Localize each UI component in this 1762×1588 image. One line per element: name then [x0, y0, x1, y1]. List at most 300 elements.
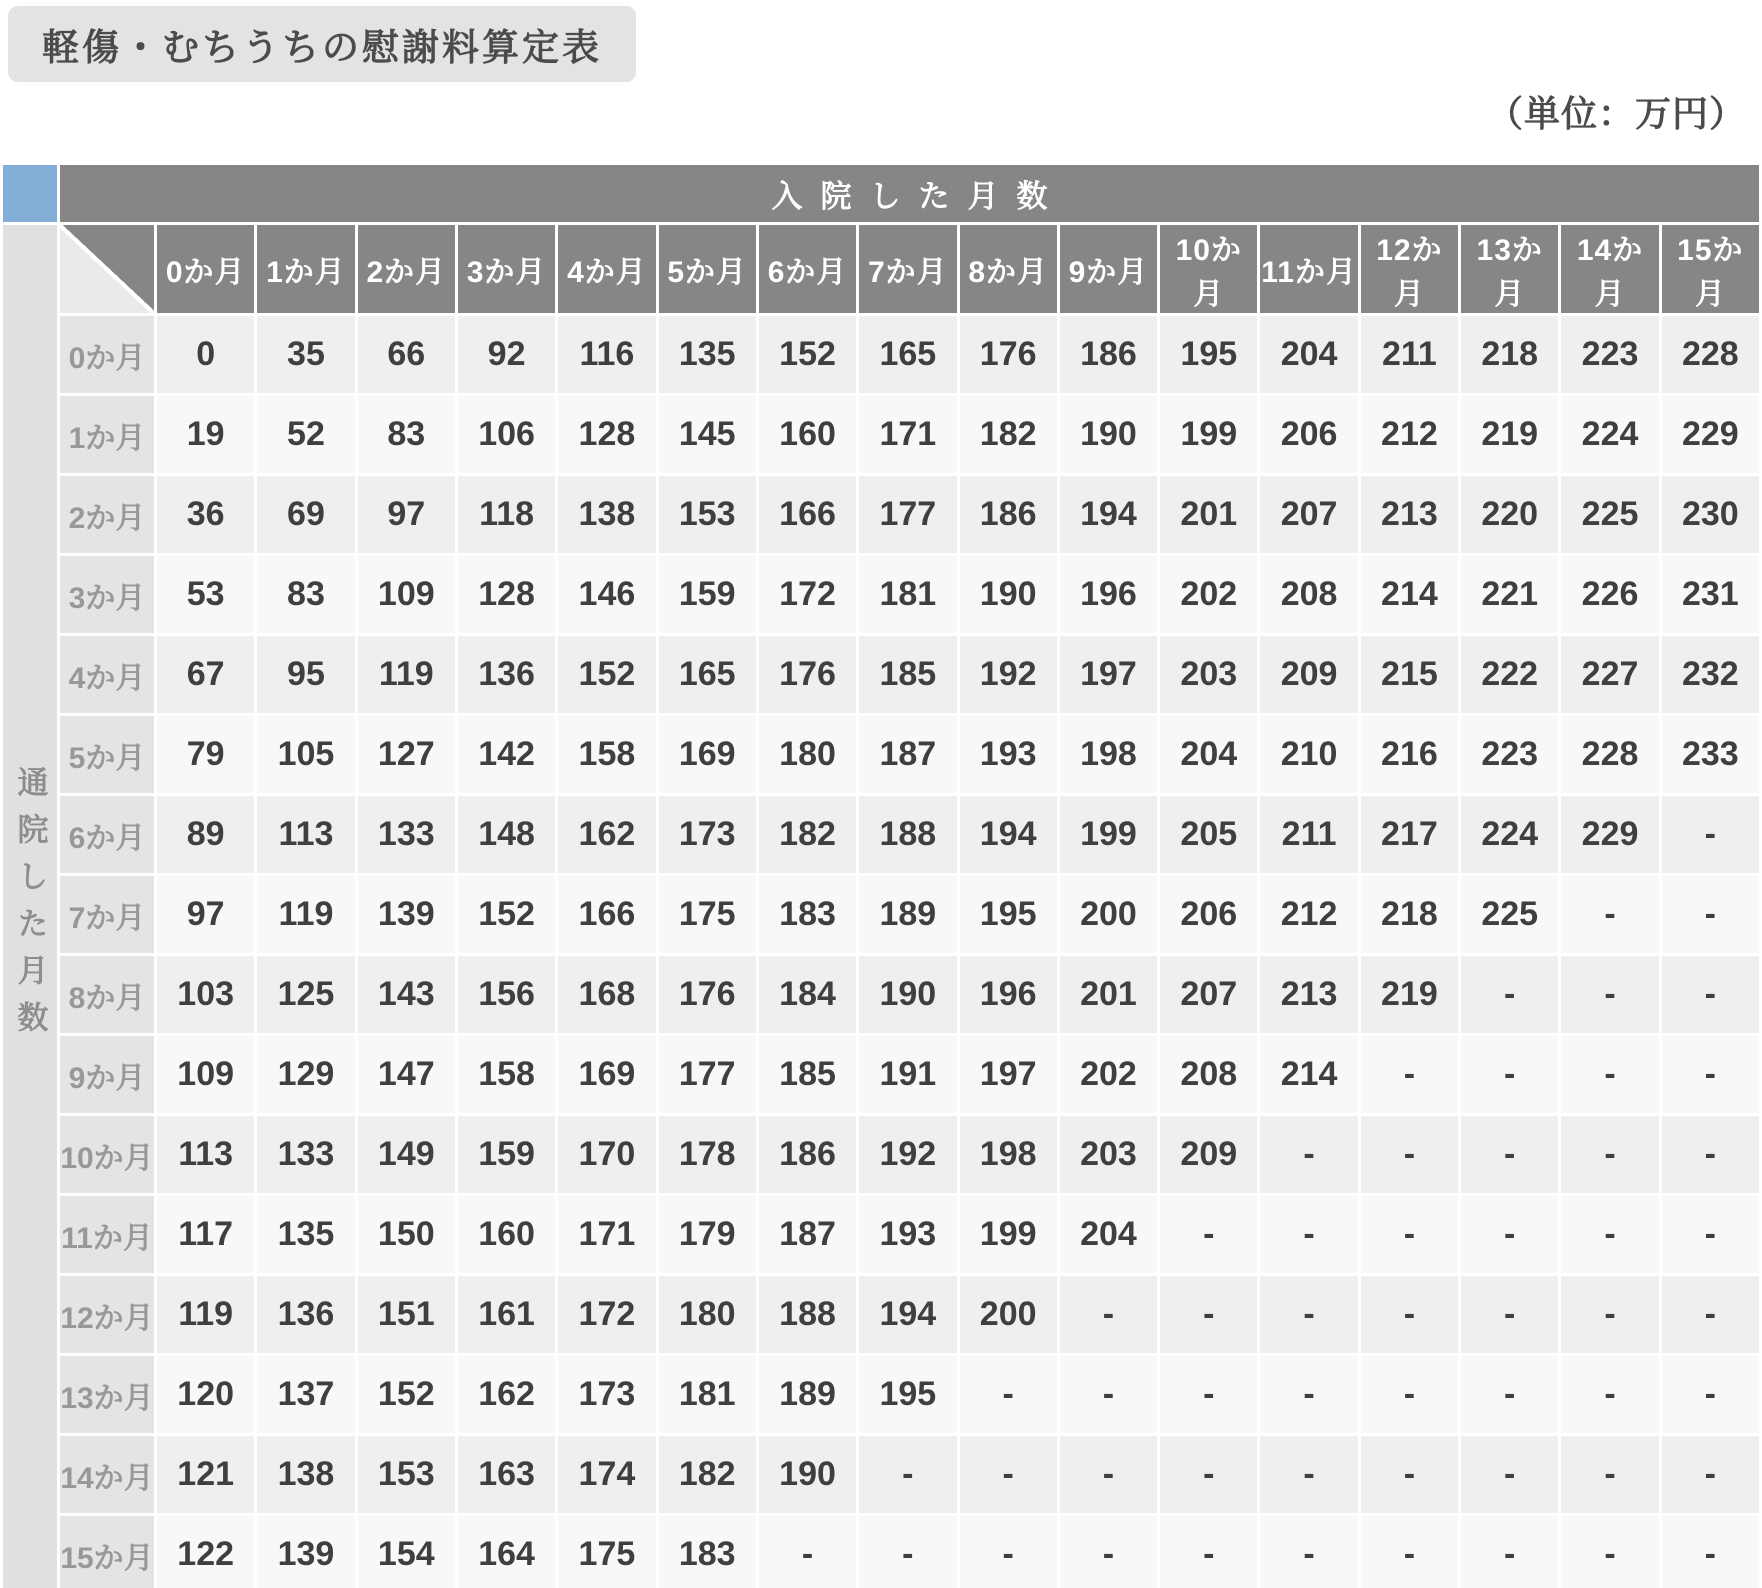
row-month-header: 15か月 — [60, 1516, 154, 1588]
data-cell: - — [1561, 1196, 1658, 1273]
data-cell: 169 — [659, 716, 756, 793]
data-cell: 198 — [1060, 716, 1157, 793]
table-row — [3, 716, 1759, 793]
data-cell: 226 — [1561, 556, 1658, 633]
data-cell: - — [960, 1436, 1057, 1513]
unit-label: （単位：万円） — [1486, 93, 1746, 134]
data-cell: 168 — [558, 956, 655, 1033]
data-cell: - — [1461, 1356, 1558, 1433]
data-cell: - — [1361, 1116, 1458, 1193]
table-row — [3, 1196, 1759, 1273]
data-cell: - — [1260, 1276, 1357, 1353]
data-cell: 223 — [1561, 316, 1658, 393]
data-cell: 176 — [960, 316, 1057, 393]
data-cell: 166 — [558, 876, 655, 953]
data-cell: - — [859, 1516, 956, 1588]
data-cell: - — [1662, 1276, 1759, 1353]
column-month-header: 12か月 — [1361, 225, 1458, 313]
data-cell: 184 — [759, 956, 856, 1033]
data-cell: 146 — [558, 556, 655, 633]
data-cell: 209 — [1260, 636, 1357, 713]
data-cell: 202 — [1060, 1036, 1157, 1113]
data-cell: 148 — [458, 796, 555, 873]
data-cell: 189 — [859, 876, 956, 953]
data-cell: 190 — [759, 1436, 856, 1513]
data-cell: 204 — [1260, 316, 1357, 393]
data-cell: 186 — [1060, 316, 1157, 393]
row-month-header: 1か月 — [60, 396, 154, 473]
data-cell: - — [1361, 1036, 1458, 1113]
data-cell: 135 — [257, 1196, 354, 1273]
data-cell: 207 — [1260, 476, 1357, 553]
data-cell: 217 — [1361, 796, 1458, 873]
data-cell: 83 — [257, 556, 354, 633]
data-cell: 209 — [1160, 1116, 1257, 1193]
data-cell: - — [1260, 1356, 1357, 1433]
data-cell: - — [1060, 1276, 1157, 1353]
data-cell: 233 — [1662, 716, 1759, 793]
table-row — [3, 796, 1759, 873]
data-cell: 185 — [859, 636, 956, 713]
data-cell: 182 — [659, 1436, 756, 1513]
data-cell: 103 — [157, 956, 254, 1033]
data-cell: 200 — [960, 1276, 1057, 1353]
data-cell: - — [1561, 1516, 1658, 1588]
row-group-header-label: 通院した月数 — [12, 765, 48, 1048]
data-cell: 151 — [358, 1276, 455, 1353]
column-month-header: 3か月 — [458, 225, 555, 313]
data-cell: 138 — [257, 1436, 354, 1513]
data-cell: 213 — [1361, 476, 1458, 553]
data-cell: 121 — [157, 1436, 254, 1513]
row-month-header: 9か月 — [60, 1036, 154, 1113]
data-cell: 172 — [558, 1276, 655, 1353]
data-cell: 199 — [1060, 796, 1157, 873]
data-cell: 190 — [1060, 396, 1157, 473]
data-cell: 122 — [157, 1516, 254, 1588]
data-cell: 229 — [1662, 396, 1759, 473]
row-month-header: 8か月 — [60, 956, 154, 1033]
data-cell: 106 — [458, 396, 555, 473]
data-cell: 203 — [1060, 1116, 1157, 1193]
data-cell: 214 — [1361, 556, 1458, 633]
data-cell: - — [1461, 1036, 1558, 1113]
data-cell: 152 — [358, 1356, 455, 1433]
data-cell: - — [1160, 1356, 1257, 1433]
data-cell: 133 — [257, 1116, 354, 1193]
data-cell: 113 — [257, 796, 354, 873]
data-cell: 173 — [558, 1356, 655, 1433]
data-cell: 188 — [859, 796, 956, 873]
data-cell: 179 — [659, 1196, 756, 1273]
data-cell: 219 — [1361, 956, 1458, 1033]
data-cell: 19 — [157, 396, 254, 473]
row-month-header: 7か月 — [60, 876, 154, 953]
data-cell: 206 — [1160, 876, 1257, 953]
data-cell: - — [1662, 796, 1759, 873]
data-cell: 223 — [1461, 716, 1558, 793]
page-title: 軽傷・むちうちの慰謝料算定表 — [8, 6, 636, 82]
data-cell: 159 — [458, 1116, 555, 1193]
data-cell: - — [759, 1516, 856, 1588]
data-cell: 206 — [1260, 396, 1357, 473]
data-cell: 213 — [1260, 956, 1357, 1033]
data-cell: 135 — [659, 316, 756, 393]
data-cell: 200 — [1060, 876, 1157, 953]
data-cell: - — [1561, 1276, 1658, 1353]
data-cell: 160 — [458, 1196, 555, 1273]
data-cell: - — [1361, 1196, 1458, 1273]
row-month-header: 3か月 — [60, 556, 154, 633]
row-month-header: 13か月 — [60, 1356, 154, 1433]
column-month-header: 10か月 — [1160, 225, 1257, 313]
data-cell: 117 — [157, 1196, 254, 1273]
data-cell: 208 — [1160, 1036, 1257, 1113]
row-month-header: 6か月 — [60, 796, 154, 873]
data-cell: 154 — [358, 1516, 455, 1588]
column-month-header: 13か月 — [1461, 225, 1558, 313]
data-cell: - — [1160, 1276, 1257, 1353]
row-month-header: 11か月 — [60, 1196, 154, 1273]
data-cell: - — [1361, 1436, 1458, 1513]
data-cell: 152 — [759, 316, 856, 393]
data-cell: 136 — [458, 636, 555, 713]
data-cell: 152 — [558, 636, 655, 713]
data-cell: 92 — [458, 316, 555, 393]
data-cell: 224 — [1561, 396, 1658, 473]
data-cell: 136 — [257, 1276, 354, 1353]
data-cell: 201 — [1160, 476, 1257, 553]
data-cell: 219 — [1461, 396, 1558, 473]
data-cell: 128 — [558, 396, 655, 473]
data-cell: - — [1461, 1196, 1558, 1273]
data-cell: 129 — [257, 1036, 354, 1113]
data-cell: 109 — [358, 556, 455, 633]
data-cell: - — [1662, 1516, 1759, 1588]
data-cell: 197 — [960, 1036, 1057, 1113]
data-cell: 66 — [358, 316, 455, 393]
data-cell: 214 — [1260, 1036, 1357, 1113]
data-cell: - — [1260, 1116, 1357, 1193]
data-cell: 228 — [1561, 716, 1658, 793]
data-cell: 116 — [558, 316, 655, 393]
data-cell: 193 — [960, 716, 1057, 793]
data-cell: - — [1561, 1436, 1658, 1513]
data-cell: 138 — [558, 476, 655, 553]
data-cell: 183 — [659, 1516, 756, 1588]
data-cell: 232 — [1662, 636, 1759, 713]
data-cell: 182 — [759, 796, 856, 873]
data-cell: - — [1662, 1116, 1759, 1193]
data-cell: 166 — [759, 476, 856, 553]
row-month-header: 10か月 — [60, 1116, 154, 1193]
data-cell: 52 — [257, 396, 354, 473]
data-cell: 218 — [1461, 316, 1558, 393]
data-cell: 220 — [1461, 476, 1558, 553]
data-cell: 204 — [1160, 716, 1257, 793]
data-cell: 162 — [458, 1356, 555, 1433]
row-month-header: 5か月 — [60, 716, 154, 793]
data-cell: 125 — [257, 956, 354, 1033]
data-cell: - — [1461, 956, 1558, 1033]
data-cell: 143 — [358, 956, 455, 1033]
data-cell: 225 — [1561, 476, 1658, 553]
table-row — [3, 1116, 1759, 1193]
row-month-header: 0か月 — [60, 316, 154, 393]
data-cell: - — [1361, 1276, 1458, 1353]
data-cell: 212 — [1361, 396, 1458, 473]
table-row — [3, 1036, 1759, 1113]
column-header-row — [3, 225, 1759, 313]
table-row — [3, 1356, 1759, 1433]
data-cell: 159 — [659, 556, 756, 633]
data-cell: - — [960, 1516, 1057, 1588]
data-cell: 158 — [458, 1036, 555, 1113]
data-cell: - — [1662, 1356, 1759, 1433]
data-cell: 164 — [458, 1516, 555, 1588]
data-cell: 198 — [960, 1116, 1057, 1193]
data-cell: 118 — [458, 476, 555, 553]
table-row — [3, 636, 1759, 713]
data-cell: 35 — [257, 316, 354, 393]
data-cell: 199 — [960, 1196, 1057, 1273]
data-cell: 165 — [859, 316, 956, 393]
table-row — [3, 1516, 1759, 1588]
data-cell: 160 — [759, 396, 856, 473]
data-cell: 230 — [1662, 476, 1759, 553]
data-cell: 137 — [257, 1356, 354, 1433]
data-cell: 199 — [1160, 396, 1257, 473]
data-cell: 211 — [1260, 796, 1357, 873]
data-cell: 175 — [558, 1516, 655, 1588]
data-cell: - — [1561, 956, 1658, 1033]
data-cell: 174 — [558, 1436, 655, 1513]
compensation-table — [0, 162, 1762, 1588]
data-cell: 89 — [157, 796, 254, 873]
data-cell: 180 — [659, 1276, 756, 1353]
column-month-header: 4か月 — [558, 225, 655, 313]
data-cell: 202 — [1160, 556, 1257, 633]
data-cell: - — [1260, 1516, 1357, 1588]
table-row — [3, 316, 1759, 393]
data-cell: 119 — [157, 1276, 254, 1353]
data-cell: 53 — [157, 556, 254, 633]
data-cell: 231 — [1662, 556, 1759, 633]
data-cell: 210 — [1260, 716, 1357, 793]
data-cell: 165 — [659, 636, 756, 713]
data-cell: 147 — [358, 1036, 455, 1113]
column-month-header: 8か月 — [960, 225, 1057, 313]
row-month-header: 2か月 — [60, 476, 154, 553]
data-cell: 203 — [1160, 636, 1257, 713]
table-row — [3, 956, 1759, 1033]
table-row — [3, 396, 1759, 473]
data-cell: 218 — [1361, 876, 1458, 953]
data-cell: 177 — [859, 476, 956, 553]
data-cell: 204 — [1060, 1196, 1157, 1273]
data-cell: - — [1662, 1036, 1759, 1113]
column-month-header: 14か月 — [1561, 225, 1658, 313]
data-cell: - — [1662, 876, 1759, 953]
data-cell: 156 — [458, 956, 555, 1033]
data-cell: 127 — [358, 716, 455, 793]
data-cell: - — [1561, 1036, 1658, 1113]
data-cell: 177 — [659, 1036, 756, 1113]
data-cell: 205 — [1160, 796, 1257, 873]
data-cell: 187 — [759, 1196, 856, 1273]
data-cell: 212 — [1260, 876, 1357, 953]
data-cell: 178 — [659, 1116, 756, 1193]
data-cell: - — [859, 1436, 956, 1513]
data-cell: 187 — [859, 716, 956, 793]
data-cell: 207 — [1160, 956, 1257, 1033]
data-cell: - — [1060, 1356, 1157, 1433]
data-cell: 197 — [1060, 636, 1157, 713]
data-cell: 83 — [358, 396, 455, 473]
row-month-header: 4か月 — [60, 636, 154, 713]
data-cell: - — [1561, 876, 1658, 953]
data-cell: 188 — [759, 1276, 856, 1353]
data-cell: 97 — [358, 476, 455, 553]
data-cell: - — [1060, 1436, 1157, 1513]
data-cell: 181 — [859, 556, 956, 633]
data-cell: 128 — [458, 556, 555, 633]
data-cell: - — [1561, 1116, 1658, 1193]
data-cell: 0 — [157, 316, 254, 393]
data-cell: 189 — [759, 1356, 856, 1433]
corner-accent-cell — [3, 165, 57, 222]
data-cell: - — [1461, 1116, 1558, 1193]
table-row — [3, 1276, 1759, 1353]
data-cell: 195 — [1160, 316, 1257, 393]
column-month-header: 15か月 — [1662, 225, 1759, 313]
data-cell: 194 — [859, 1276, 956, 1353]
data-cell: 97 — [157, 876, 254, 953]
data-cell: 133 — [358, 796, 455, 873]
column-month-header: 2か月 — [358, 225, 455, 313]
data-cell: - — [960, 1356, 1057, 1433]
data-cell: 171 — [558, 1196, 655, 1273]
data-cell: 139 — [257, 1516, 354, 1588]
data-cell: - — [1260, 1196, 1357, 1273]
data-cell: 185 — [759, 1036, 856, 1113]
data-cell: 193 — [859, 1196, 956, 1273]
data-cell: 196 — [960, 956, 1057, 1033]
data-cell: 153 — [659, 476, 756, 553]
data-cell: 215 — [1361, 636, 1458, 713]
data-cell: 36 — [157, 476, 254, 553]
data-cell: - — [1160, 1196, 1257, 1273]
data-cell: 67 — [157, 636, 254, 713]
data-cell: 211 — [1361, 316, 1458, 393]
row-month-header: 14か月 — [60, 1436, 154, 1513]
data-cell: - — [1160, 1436, 1257, 1513]
data-cell: 180 — [759, 716, 856, 793]
data-cell: 152 — [458, 876, 555, 953]
column-month-header: 9か月 — [1060, 225, 1157, 313]
data-cell: 170 — [558, 1116, 655, 1193]
data-cell: - — [1260, 1436, 1357, 1513]
data-cell: 191 — [859, 1036, 956, 1113]
data-cell: 225 — [1461, 876, 1558, 953]
data-cell: 195 — [859, 1356, 956, 1433]
data-cell: 224 — [1461, 796, 1558, 873]
data-cell: 158 — [558, 716, 655, 793]
column-month-header: 0か月 — [157, 225, 254, 313]
column-month-header: 6か月 — [759, 225, 856, 313]
table-row — [3, 556, 1759, 633]
data-cell: - — [1160, 1516, 1257, 1588]
data-cell: 105 — [257, 716, 354, 793]
data-cell: 182 — [960, 396, 1057, 473]
data-cell: 149 — [358, 1116, 455, 1193]
data-cell: 181 — [659, 1356, 756, 1433]
data-cell: 192 — [859, 1116, 956, 1193]
data-cell: 169 — [558, 1036, 655, 1113]
data-cell: 142 — [458, 716, 555, 793]
table-row — [3, 876, 1759, 953]
column-month-header: 1か月 — [257, 225, 354, 313]
row-month-header: 12か月 — [60, 1276, 154, 1353]
data-cell: 216 — [1361, 716, 1458, 793]
data-cell: 161 — [458, 1276, 555, 1353]
data-cell: 120 — [157, 1356, 254, 1433]
data-cell: 186 — [960, 476, 1057, 553]
data-cell: 228 — [1662, 316, 1759, 393]
data-cell: 150 — [358, 1196, 455, 1273]
data-cell: 109 — [157, 1036, 254, 1113]
data-cell: 153 — [358, 1436, 455, 1513]
data-cell: - — [1461, 1516, 1558, 1588]
data-cell: - — [1060, 1516, 1157, 1588]
data-cell: 190 — [859, 956, 956, 1033]
data-cell: 221 — [1461, 556, 1558, 633]
data-cell: 163 — [458, 1436, 555, 1513]
data-cell: - — [1662, 1196, 1759, 1273]
data-cell: 162 — [558, 796, 655, 873]
column-group-header: 入院した月数 — [60, 165, 1759, 222]
data-cell: 119 — [257, 876, 354, 953]
data-cell: 222 — [1461, 636, 1558, 713]
row-group-header — [3, 225, 57, 1588]
data-cell: 145 — [659, 396, 756, 473]
data-cell: 176 — [759, 636, 856, 713]
data-cell: 195 — [960, 876, 1057, 953]
data-cell: 186 — [759, 1116, 856, 1193]
data-cell: 172 — [759, 556, 856, 633]
data-cell: 201 — [1060, 956, 1157, 1033]
data-cell: 194 — [1060, 476, 1157, 553]
data-cell: - — [1662, 1436, 1759, 1513]
data-cell: 196 — [1060, 556, 1157, 633]
data-cell: 171 — [859, 396, 956, 473]
data-cell: 173 — [659, 796, 756, 873]
data-cell: 113 — [157, 1116, 254, 1193]
table-header-bar-row — [3, 165, 1759, 222]
data-cell: 119 — [358, 636, 455, 713]
column-month-header: 11か月 — [1260, 225, 1357, 313]
data-cell: - — [1361, 1356, 1458, 1433]
data-cell: 139 — [358, 876, 455, 953]
data-cell: 227 — [1561, 636, 1658, 713]
data-cell: 229 — [1561, 796, 1658, 873]
data-cell: - — [1361, 1516, 1458, 1588]
table-row — [3, 1436, 1759, 1513]
column-month-header: 7か月 — [859, 225, 956, 313]
data-cell: - — [1461, 1276, 1558, 1353]
data-cell: 69 — [257, 476, 354, 553]
data-cell: - — [1461, 1436, 1558, 1513]
